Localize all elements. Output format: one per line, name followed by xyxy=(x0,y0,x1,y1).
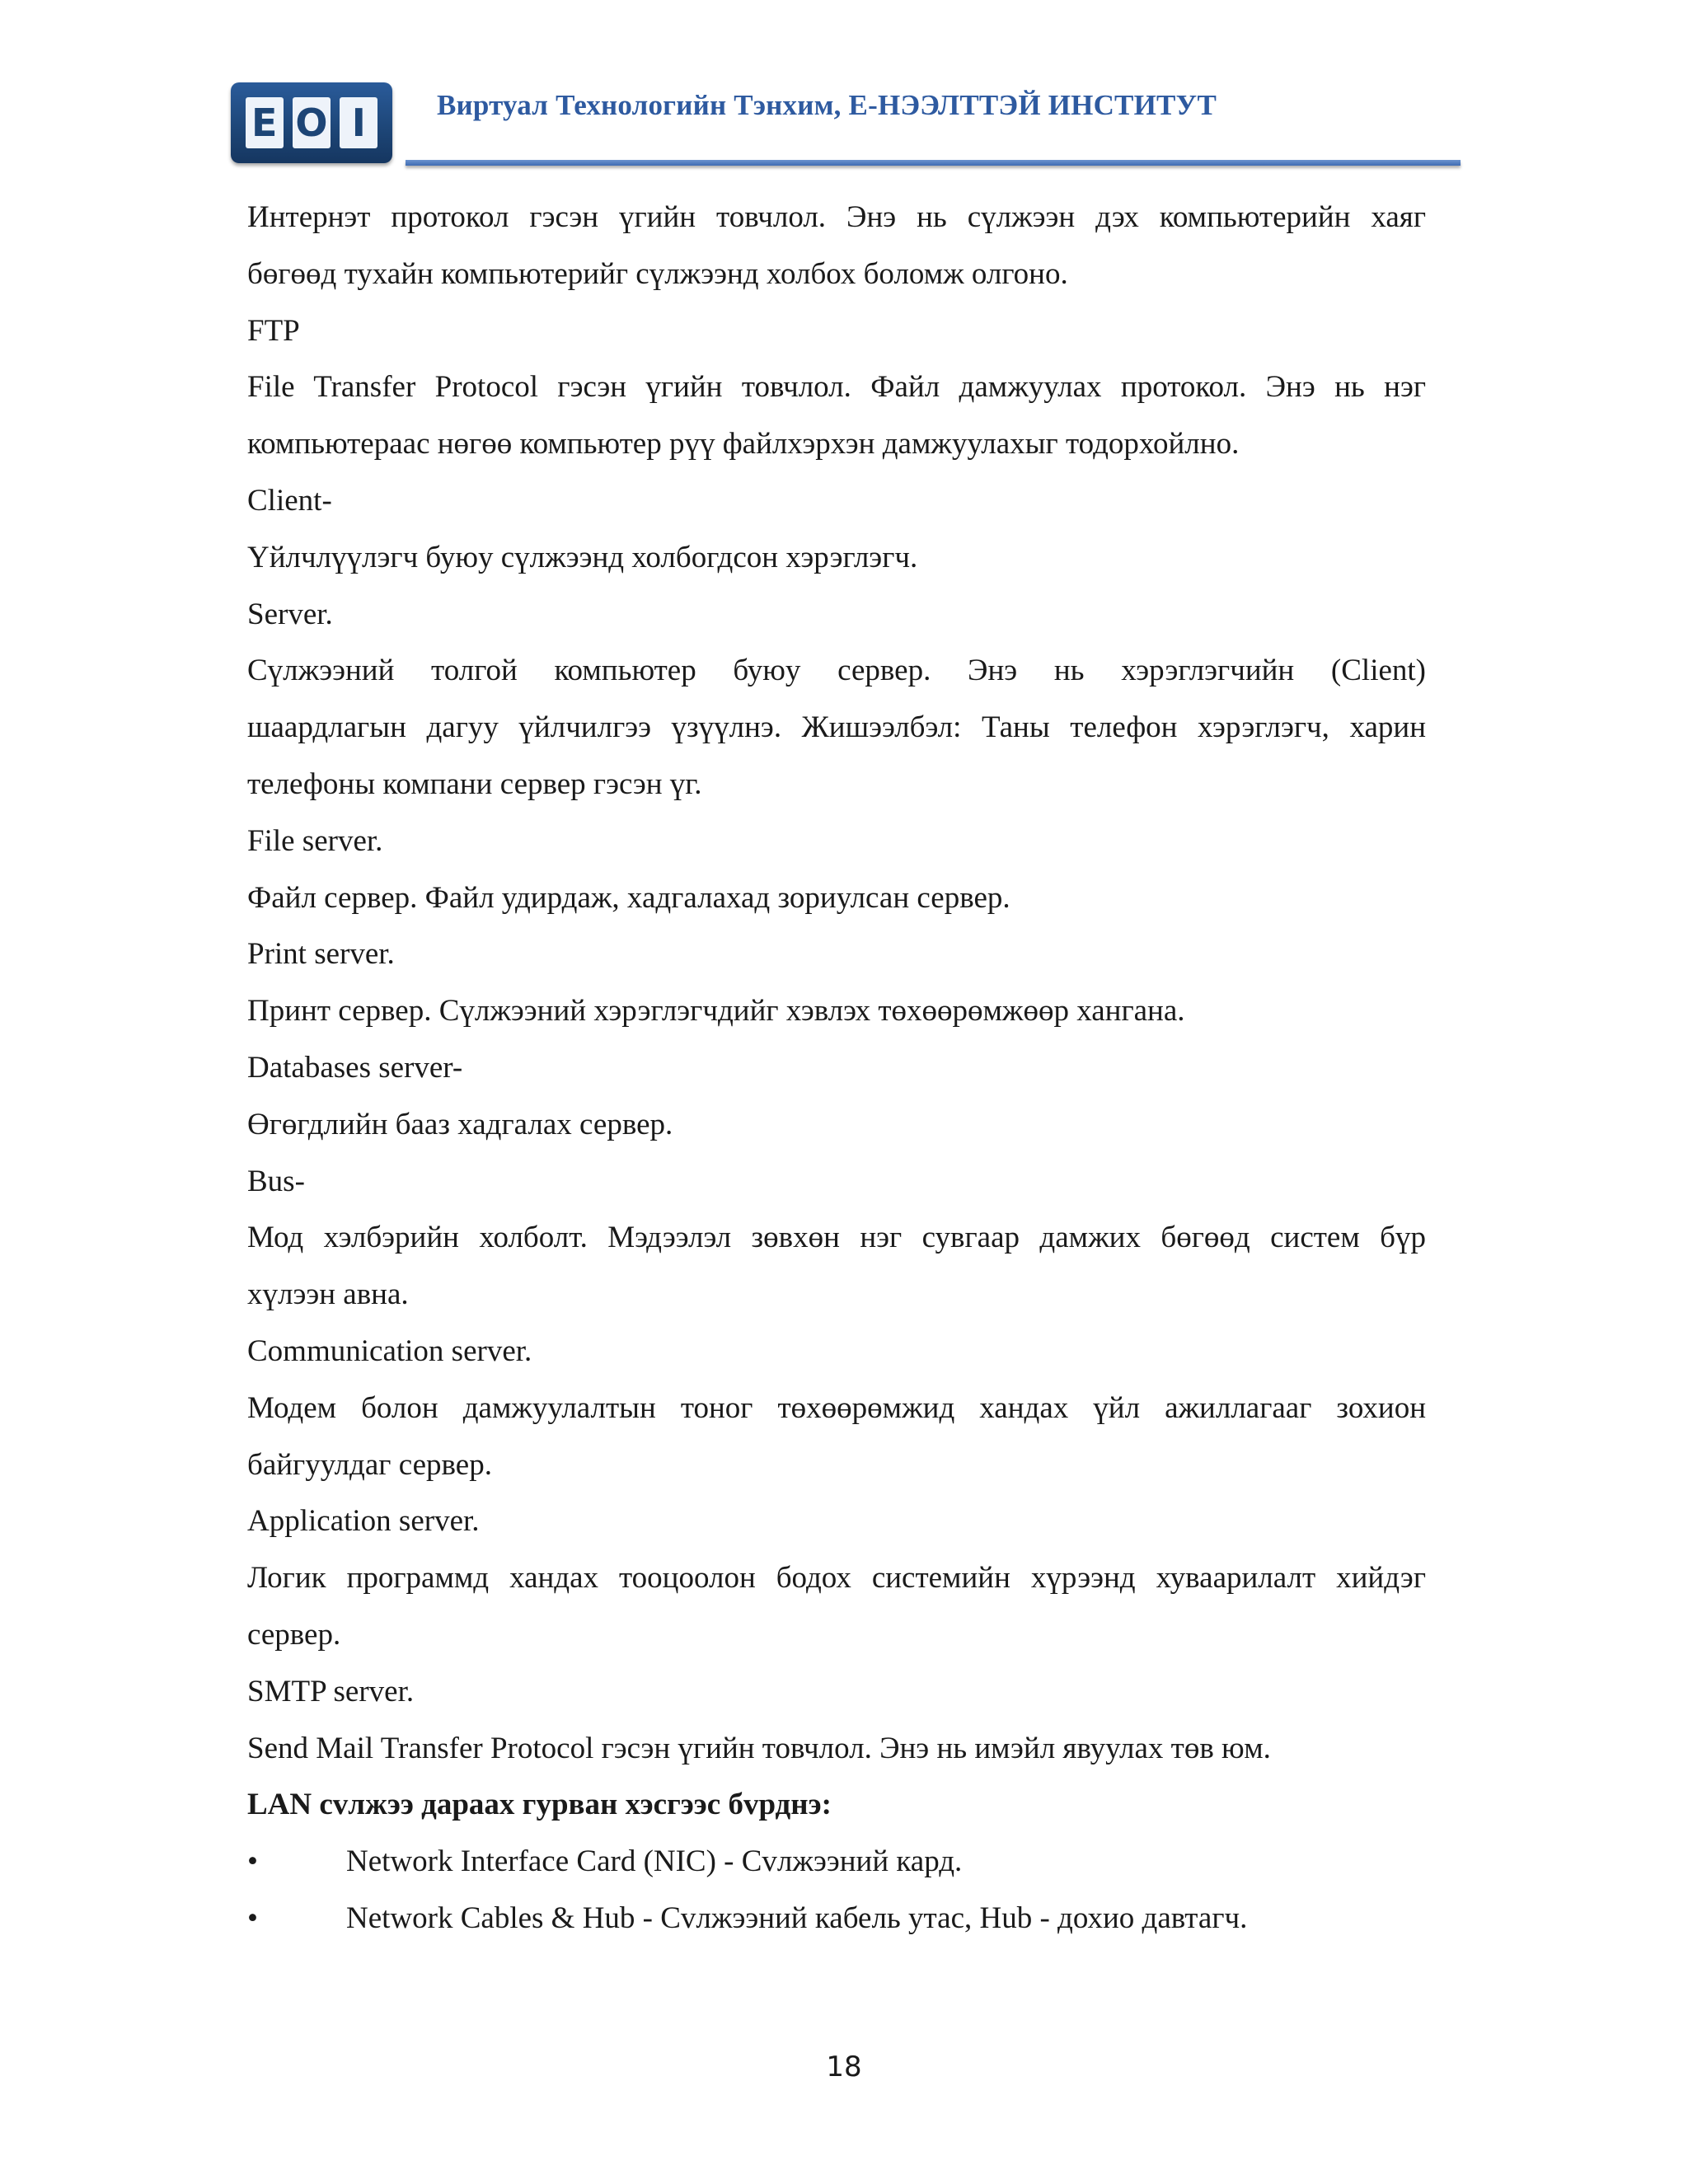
document-body xyxy=(247,190,1426,1947)
eoi-logo xyxy=(231,82,392,163)
header-title: Виртуал Технологийн Тэнхим, Е-НЭЭЛТТЭЙ ИНСТИТУТ xyxy=(437,89,1217,121)
body-line: Үйлчлүүлэгч буюу сүлжээнд холбогдсон хэрэглэгч. xyxy=(247,540,918,574)
term-line: Client- xyxy=(247,483,332,518)
page-number: 18 xyxy=(826,2050,862,2083)
term-line: Print server. xyxy=(247,937,395,972)
term-line: Communication server. xyxy=(247,1333,532,1368)
body-line: Логик программд хандах тооцоолон бодох системийн хүрээнд хуваарилалт хийдэг xyxy=(247,1561,1426,1596)
term-line: Bus- xyxy=(247,1164,305,1198)
term-line: Databases server- xyxy=(247,1050,463,1085)
term-line: FTP xyxy=(247,313,300,348)
body-line: шаардлагын дагуу үйлчилгээ үзүүлнэ. Жишээлбэл: Таны телефон хэрэглэгч, харин xyxy=(247,710,1426,745)
body-line: Өгөгдлийн бааз хадгалах сервер. xyxy=(247,1107,673,1141)
body-line: File Transfer Protocol гэсэн үгийн товчлол. Файл дамжуулах протокол. Энэ нь нэг xyxy=(247,370,1426,405)
body-line: Сүлжээний толгой компьютер буюу сервер. Энэ нь хэрэглэгчийн (Client) xyxy=(247,654,1426,688)
body-line: Принт сервер. Сүлжээний хэрэглэгчдийг хэвлэх төхөөрөмжөөр хангана. xyxy=(247,994,1185,1029)
body-line: Send Mail Transfer Protocol гэсэн үгийн товчлол. Энэ нь имэйл явуулах төв юм. xyxy=(247,1731,1271,1765)
bullet-icon: • xyxy=(247,1844,258,1879)
body-line: бөгөөд тухайн компьютерийг сүлжээнд холбох боломж олгоно. xyxy=(247,256,1068,291)
page-header xyxy=(231,82,1467,173)
bullet-text: Network Interface Card (NIC) - Cvлжээний кард. xyxy=(346,1844,963,1879)
section-heading: LAN cvлжээ дараах гурван хэсгээс бvрднэ: xyxy=(247,1788,832,1822)
logo-letter: I xyxy=(340,97,377,148)
bullet-item xyxy=(247,1891,1426,1947)
bullet-icon: • xyxy=(247,1900,258,1935)
body-line: Модем болон дамжуулалтын тоног төхөөрөмжид хандах үйл ажиллагааг зохион xyxy=(247,1390,1426,1425)
body-line: Интернэт протокол гэсэн үгийн товчлол. Энэ нь сүлжээн дэх компьютерийн хаяг xyxy=(247,200,1426,234)
body-line: байгуулдаг сервер. xyxy=(247,1447,492,1482)
term-line: File server. xyxy=(247,823,383,858)
body-line: хүлээн авна. xyxy=(247,1277,409,1312)
term-line: Application server. xyxy=(247,1504,480,1539)
header-divider xyxy=(406,160,1461,166)
body-line: компьютераас нөгөө компьютер рүү файлхэрхэн дамжуулахыг тодорхойлно. xyxy=(247,427,1240,462)
logo-letter: E xyxy=(246,97,284,148)
term-line: Server. xyxy=(247,597,333,631)
term-line: SMTP server. xyxy=(247,1674,415,1708)
body-line: Файл сервер. Файл удирдаж, хадгалахад зориулсан сервер. xyxy=(247,880,1010,915)
bullet-text: Network Cables & Hub - Cvлжээний кабель утас, Hub - дохио давтагч. xyxy=(346,1900,1248,1935)
logo-letter: O xyxy=(293,97,331,148)
bullet-item xyxy=(247,1834,1426,1891)
body-line: Мод хэлбэрийн холболт. Мэдээлэл зөвхөн нэг сувгаар дамжих бөгөөд систем бүр xyxy=(247,1221,1426,1255)
body-line: сервер. xyxy=(247,1617,341,1652)
body-line: телефоны компани сервер гэсэн үг. xyxy=(247,766,702,801)
